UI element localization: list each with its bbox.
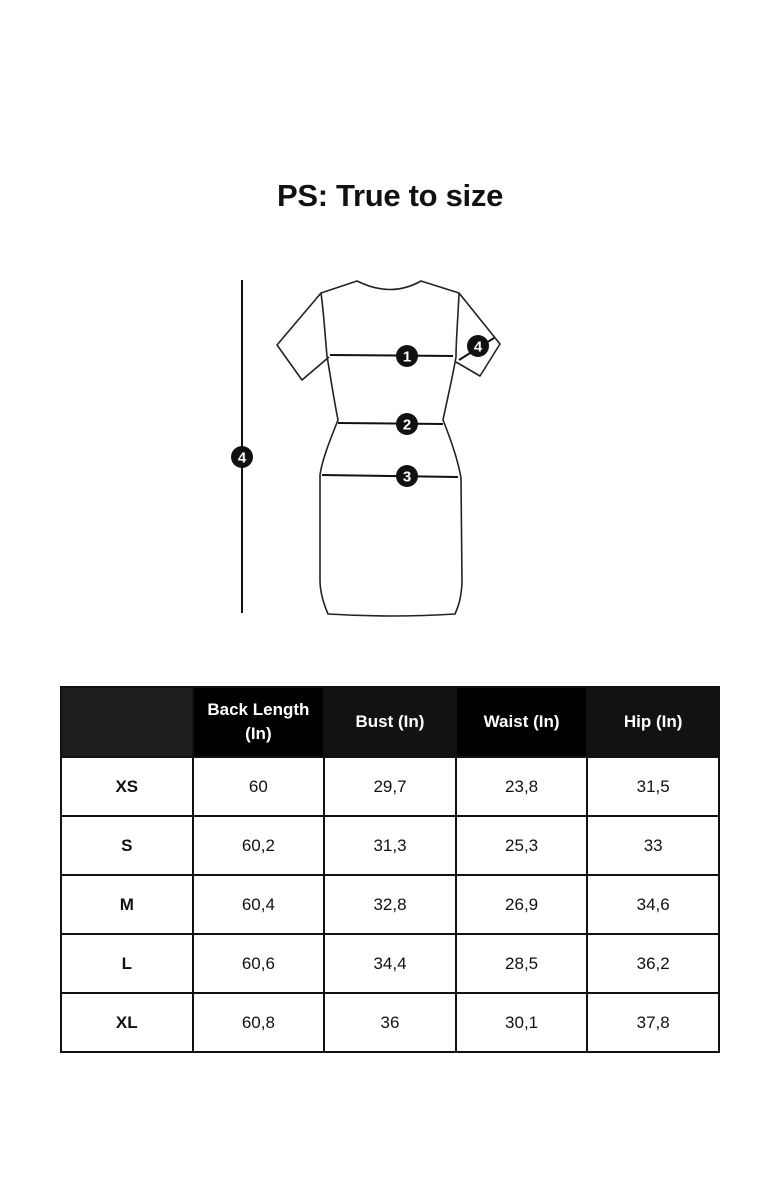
waist-cell: 30,1 <box>456 993 588 1052</box>
back-length-cell: 60,8 <box>193 993 325 1052</box>
size-cell: S <box>61 816 193 875</box>
size-cell: M <box>61 875 193 934</box>
marker-hip-label: 3 <box>402 468 412 486</box>
waist-cell: 23,8 <box>456 757 588 816</box>
table-row <box>61 993 719 1052</box>
bust-cell: 34,4 <box>324 934 456 993</box>
marker-bust <box>396 345 418 367</box>
hip-cell: 31,5 <box>587 757 719 816</box>
back-length-cell: 60,6 <box>193 934 325 993</box>
marker-hip <box>396 465 418 487</box>
marker-waist <box>396 413 418 435</box>
back-length-cell: 60,4 <box>193 875 325 934</box>
size-cell: L <box>61 934 193 993</box>
size-chart-table <box>60 686 720 1053</box>
marker-length <box>231 446 253 468</box>
table-header-row <box>61 687 719 757</box>
waist-cell: 28,5 <box>456 934 588 993</box>
size-cell: XL <box>61 993 193 1052</box>
waist-line <box>338 423 443 424</box>
waist-cell: 26,9 <box>456 875 588 934</box>
header-back-length: Back Length (In) <box>193 687 325 757</box>
bust-cell: 32,8 <box>324 875 456 934</box>
table-row <box>61 875 719 934</box>
back-length-cell: 60,2 <box>193 816 325 875</box>
bust-cell: 29,7 <box>324 757 456 816</box>
marker-sleeve <box>467 335 489 357</box>
dress-outline <box>277 281 500 616</box>
marker-bust-label: 1 <box>402 348 412 366</box>
header-size <box>61 687 193 757</box>
table-row <box>61 757 719 816</box>
bust-cell: 36 <box>324 993 456 1052</box>
size-cell: XS <box>61 757 193 816</box>
hip-cell: 36,2 <box>587 934 719 993</box>
page-title: PS: True to size <box>276 178 504 213</box>
marker-sleeve-label: 4 <box>473 338 483 356</box>
bust-cell: 31,3 <box>324 816 456 875</box>
table-row <box>61 816 719 875</box>
header-waist: Waist (In) <box>456 687 588 757</box>
table-row <box>61 934 719 993</box>
hip-cell: 37,8 <box>587 993 719 1052</box>
waist-cell: 25,3 <box>456 816 588 875</box>
header-bust: Bust (In) <box>324 687 456 757</box>
bust-line <box>330 355 453 356</box>
marker-length-label: 4 <box>237 449 247 467</box>
marker-waist-label: 2 <box>402 416 412 434</box>
hip-line <box>322 475 458 477</box>
header-hip: Hip (In) <box>587 687 719 757</box>
hip-cell: 34,6 <box>587 875 719 934</box>
back-length-cell: 60 <box>193 757 325 816</box>
hip-cell: 33 <box>587 816 719 875</box>
